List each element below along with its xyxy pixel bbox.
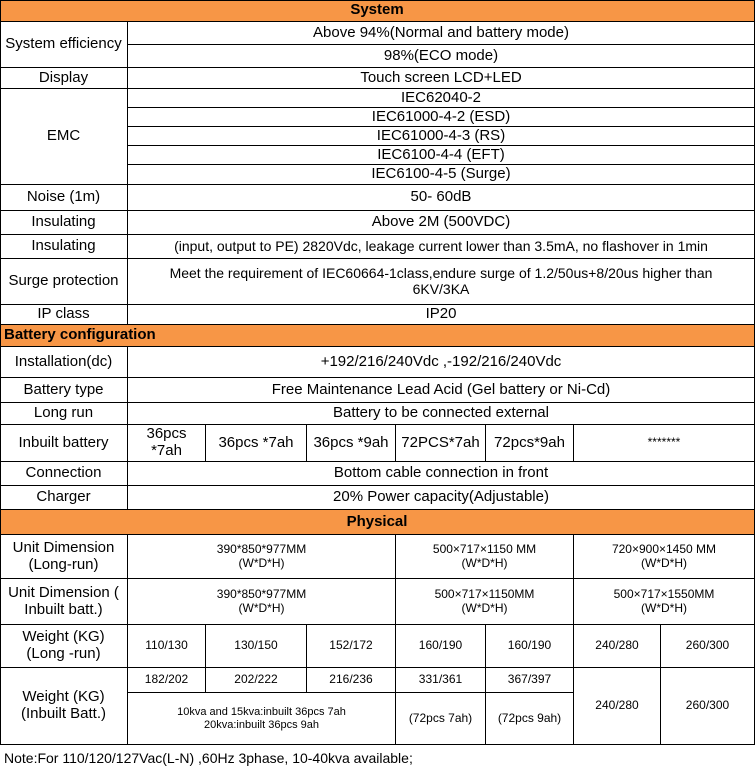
weight-inbuilt-value: 240/280 — [574, 668, 661, 745]
weight-longrun-value: 152/172 — [307, 625, 396, 668]
long-run-label: Long run — [0, 403, 128, 425]
inbuilt-config-line: 20kva:inbuilt 36pcs 9ah — [204, 718, 319, 731]
emc-value: IEC6100-4-5 (Surge) — [128, 165, 755, 185]
weight-longrun-label: Weight (KG) (Long -run) — [0, 625, 128, 668]
connection-label: Connection — [0, 462, 128, 486]
inbuilt-battery-label: Inbuilt battery — [0, 425, 128, 462]
noise-label: Noise (1m) — [0, 185, 128, 211]
connection-value: Bottom cable connection in front — [128, 462, 755, 486]
inbuilt-config-note — [128, 693, 396, 745]
inbuilt-config-line: 10kva and 15kva:inbuilt 36pcs 7ah — [177, 706, 346, 719]
emc-value: IEC62040-2 — [128, 89, 755, 108]
dim-inbuilt-value — [128, 579, 396, 625]
dim-inbuilt-value — [574, 579, 755, 625]
weight-inbuilt-value: 216/236 — [307, 668, 396, 693]
surge-value: Meet the requirement of IEC60664-1class,endure surge of 1.2/50us+8/20us higher than 6KV/3KA — [128, 259, 755, 305]
weight-longrun-value: 260/300 — [661, 625, 755, 668]
inbuilt-battery-value: 36pcs *7ah — [128, 425, 206, 462]
weight-longrun-value: 130/150 — [206, 625, 307, 668]
emc-value: IEC61000-4-2 (ESD) — [128, 108, 755, 127]
surge-label: Surge protection — [0, 259, 128, 305]
weight-inbuilt-value: 182/202 — [128, 668, 206, 693]
emc-label: EMC — [0, 89, 128, 185]
inbuilt-battery-value: 72PCS*7ah — [396, 425, 486, 462]
inbuilt-config-note: (72pcs 9ah) — [486, 693, 574, 745]
emc-value: IEC6100-4-4 (EFT) — [128, 146, 755, 165]
battery-type-value: Free Maintenance Lead Acid (Gel battery or Ni-Cd) — [128, 378, 755, 403]
dimension: 500×717×1150MM — [434, 587, 535, 602]
weight-longrun-value: 110/130 — [128, 625, 206, 668]
dim-longrun-label: Unit Dimension (Long-run) — [0, 535, 128, 579]
weight-longrun-value: 160/190 — [486, 625, 574, 668]
inbuilt-battery-value: 36pcs *7ah — [206, 425, 307, 462]
ip-value: IP20 — [128, 305, 755, 325]
long-run-value: Battery to be connected external — [128, 403, 755, 425]
insulating-value: (input, output to PE) 2820Vdc, leakage current lower than 3.5mA, no flashover in 1min — [128, 235, 755, 259]
insulating-label: Insulating — [0, 211, 128, 235]
dimension: 500×717×1550MM — [613, 587, 715, 602]
dimension-unit: (W*D*H) — [461, 555, 508, 570]
physical-header: Physical — [0, 510, 755, 535]
display-label: Display — [0, 68, 128, 89]
inbuilt-battery-value: ******* — [574, 425, 755, 462]
dimension-unit: (W*D*H) — [641, 555, 687, 570]
inbuilt-battery-value: 72pcs*9ah — [486, 425, 574, 462]
dimension-unit: (W*D*H) — [641, 600, 687, 615]
efficiency-normal-value: Above 94%(Normal and battery mode) — [128, 22, 755, 45]
installation-label: Installation(dc) — [0, 347, 128, 378]
weight-longrun-value: 160/190 — [396, 625, 486, 668]
weight-inbuilt-value: 331/361 — [396, 668, 486, 693]
inbuilt-config-note: (72pcs 7ah) — [396, 693, 486, 745]
charger-value: 20% Power capacity(Adjustable) — [128, 486, 755, 510]
weight-inbuilt-value: 202/222 — [206, 668, 307, 693]
charger-label: Charger — [0, 486, 128, 510]
dim-longrun-value — [128, 535, 396, 579]
dim-inbuilt-label: Unit Dimension ( Inbuilt batt.) — [0, 579, 128, 625]
efficiency-label: System efficiency — [0, 22, 128, 68]
dimension-unit: (W*D*H) — [238, 555, 285, 570]
dim-longrun-value — [574, 535, 755, 579]
weight-inbuilt-label: Weight (KG) (Inbuilt Batt.) — [0, 668, 128, 745]
footnote: Note:For 110/120/127Vac(L-N) ,60Hz 3phase, 10-40kva available; — [4, 750, 413, 766]
ip-label: IP class — [0, 305, 128, 325]
dimension-unit: (W*D*H) — [461, 600, 508, 615]
system-header: System — [0, 0, 755, 22]
insulating-value: Above 2M (500VDC) — [128, 211, 755, 235]
weight-inbuilt-value: 260/300 — [661, 668, 755, 745]
insulating-label: Insulating — [0, 235, 128, 259]
display-value: Touch screen LCD+LED — [128, 68, 755, 89]
noise-value: 50- 60dB — [128, 185, 755, 211]
battery-header: Battery configuration — [0, 325, 755, 347]
weight-inbuilt-value: 367/397 — [486, 668, 574, 693]
inbuilt-battery-value: 36pcs *9ah — [307, 425, 396, 462]
installation-value: +192/216/240Vdc ,-192/216/240Vdc — [128, 347, 755, 378]
dim-inbuilt-value — [396, 579, 574, 625]
dim-longrun-value — [396, 535, 574, 579]
emc-value: IEC61000-4-3 (RS) — [128, 127, 755, 146]
weight-longrun-value: 240/280 — [574, 625, 661, 668]
dimension: 720×900×1450 MM — [611, 542, 717, 557]
dimension: 500×717×1150 MM — [432, 542, 537, 557]
battery-type-label: Battery type — [0, 378, 128, 403]
dimension-unit: (W*D*H) — [238, 600, 285, 615]
dimension: 390*850*977MM — [216, 542, 307, 557]
efficiency-eco-value: 98%(ECO mode) — [128, 45, 755, 68]
dimension: 390*850*977MM — [216, 587, 307, 602]
